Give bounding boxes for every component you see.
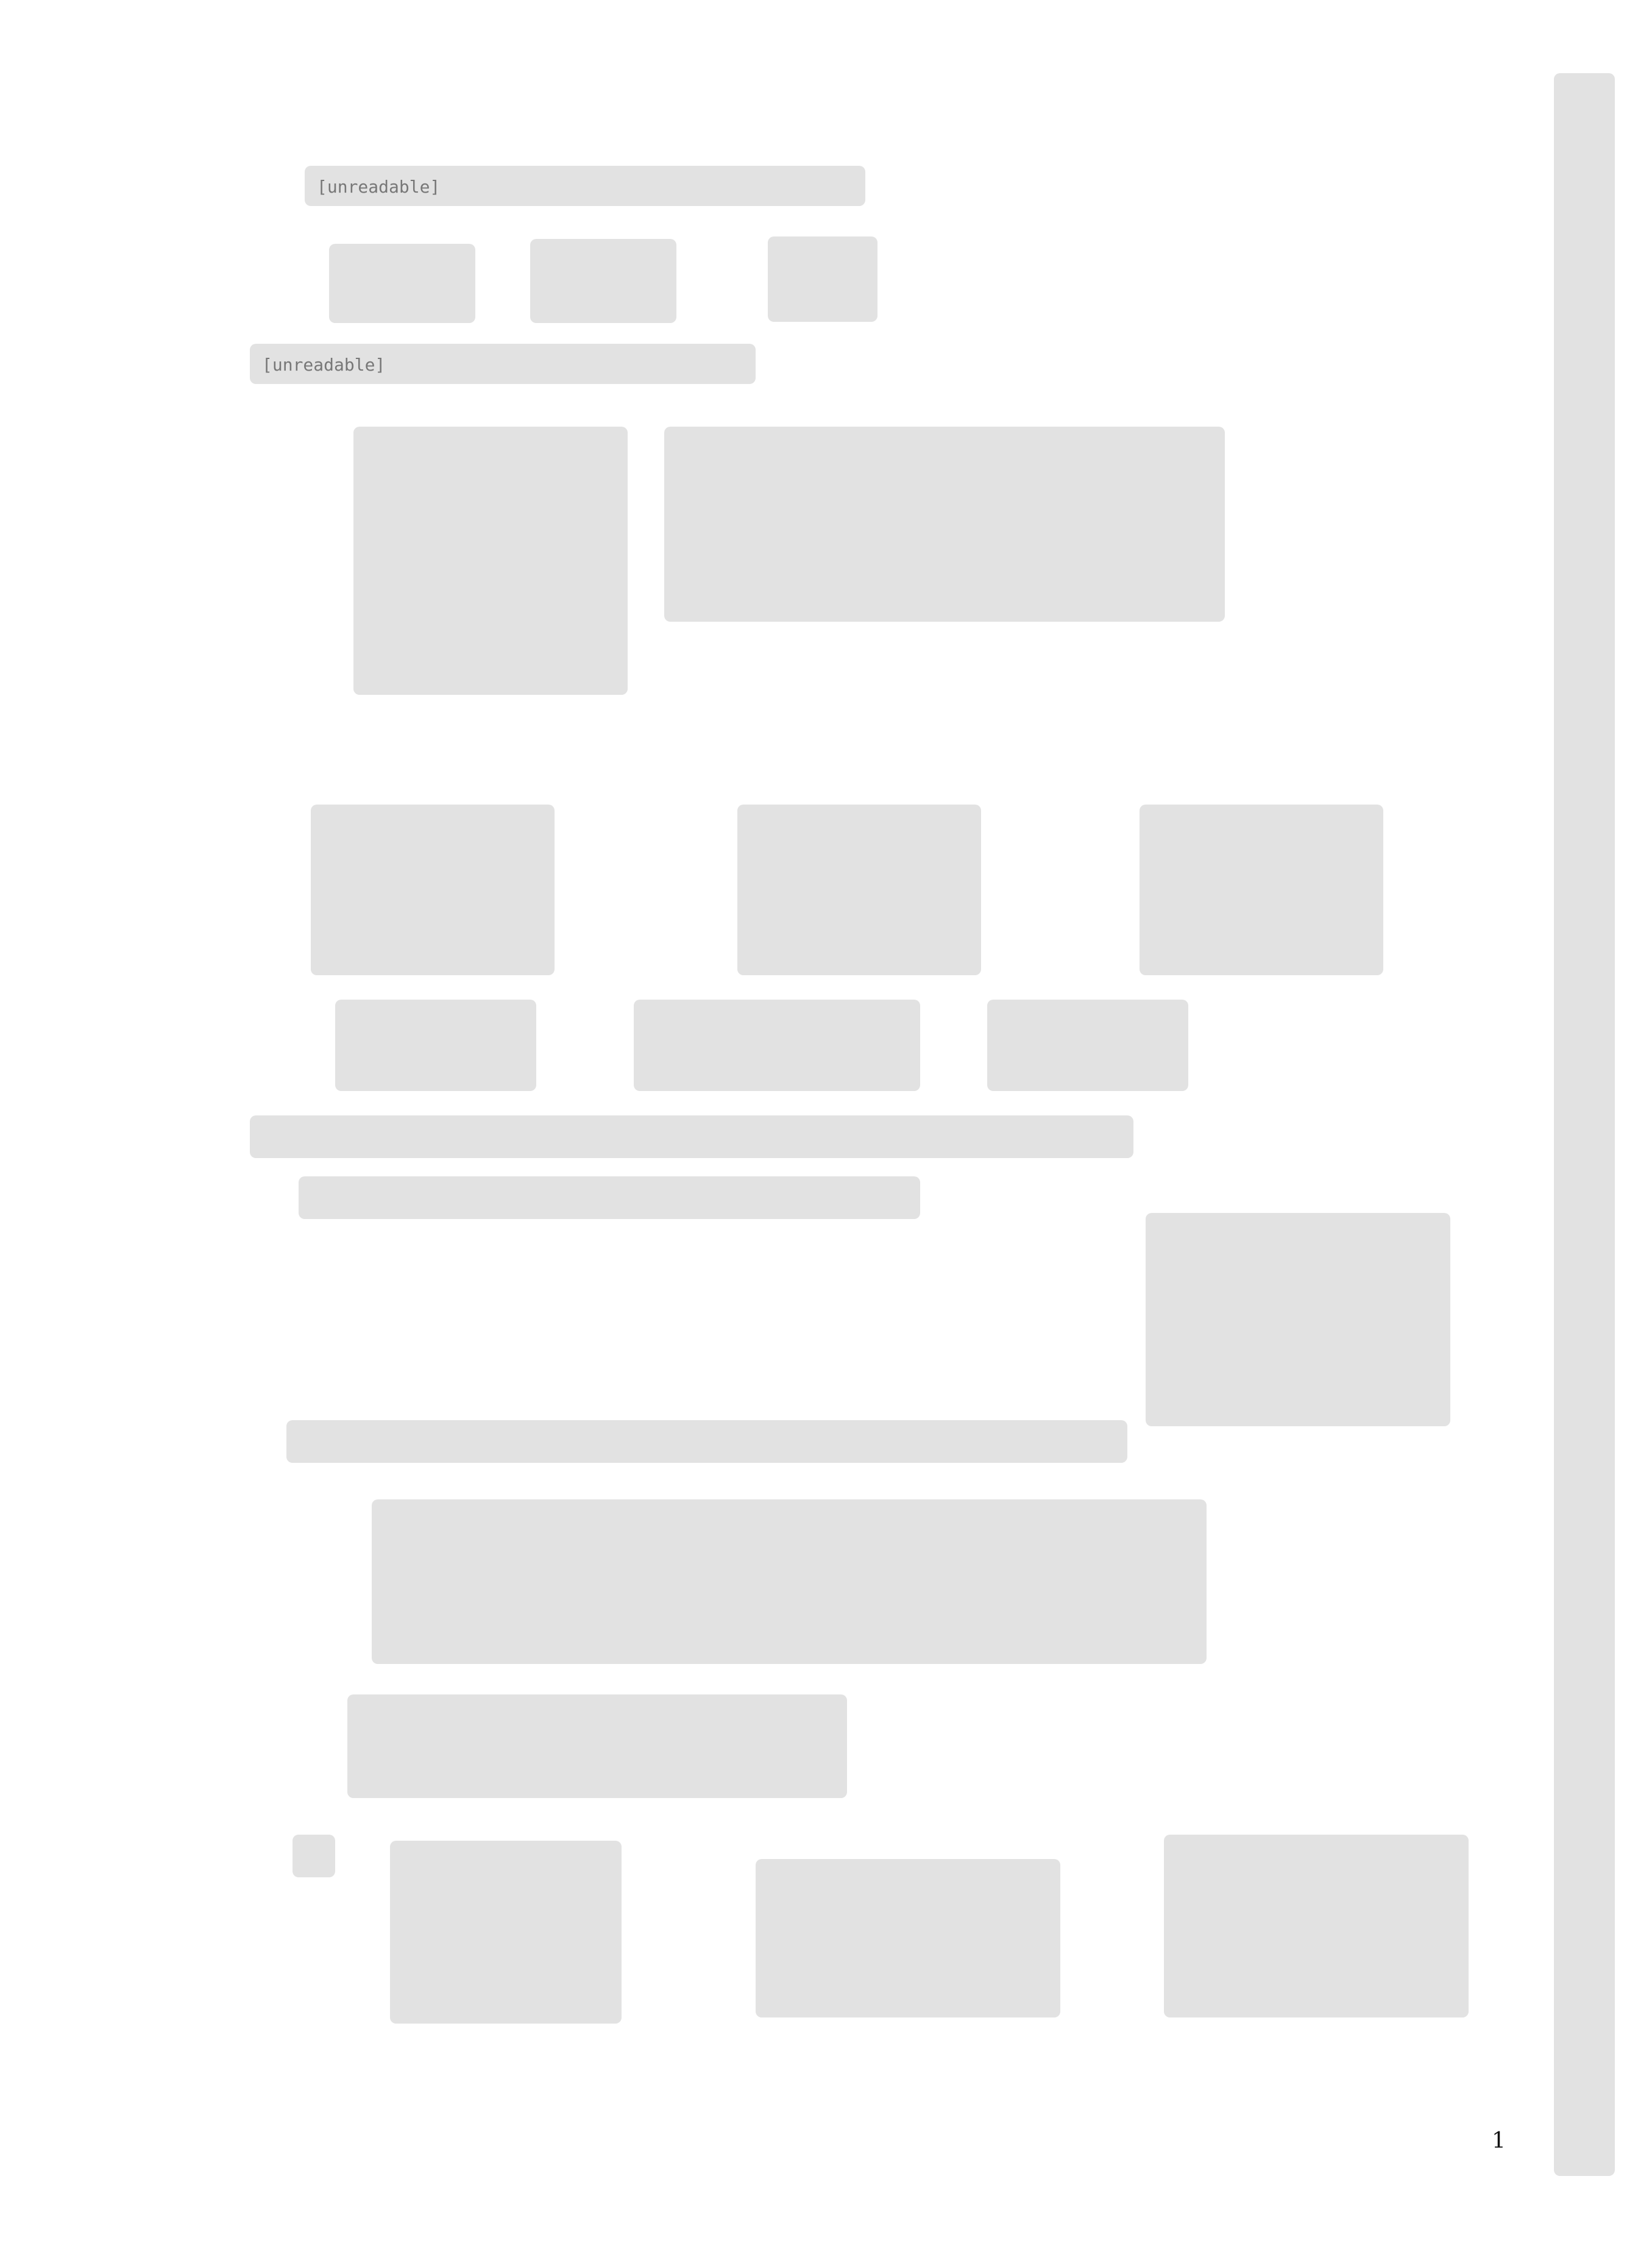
toy-car-image: [756, 1859, 1060, 2017]
teapot-image-c: [768, 236, 878, 322]
grid-figure: [353, 427, 628, 695]
margin-strip: [1554, 73, 1615, 2176]
toy-plane-image: [1164, 1835, 1469, 2017]
grid-question-text: [664, 427, 1225, 622]
table-block: [372, 1499, 1207, 1664]
page-number: 1: [1492, 2128, 1506, 2153]
quad-figure-c: [1140, 805, 1383, 975]
section-heading-text: [unreadable]: [262, 355, 386, 375]
quad-figure-b: [737, 805, 981, 975]
toy-bear-image: [390, 1841, 622, 2024]
question-1: [299, 1176, 920, 1219]
fill-in-lines: [347, 1694, 847, 1798]
question-2: [286, 1420, 1127, 1463]
title-text: [unreadable]: [317, 177, 441, 197]
caption-c: [987, 1000, 1188, 1091]
question-3: [292, 1835, 335, 1877]
quad-figure-a: [311, 805, 555, 975]
caption-b: [634, 1000, 920, 1091]
teapot-image-a: [329, 244, 475, 323]
teapot-image-b: [530, 239, 676, 323]
cups-image: [1146, 1213, 1450, 1426]
caption-a: [335, 1000, 536, 1091]
section-6-heading: [250, 1115, 1133, 1158]
